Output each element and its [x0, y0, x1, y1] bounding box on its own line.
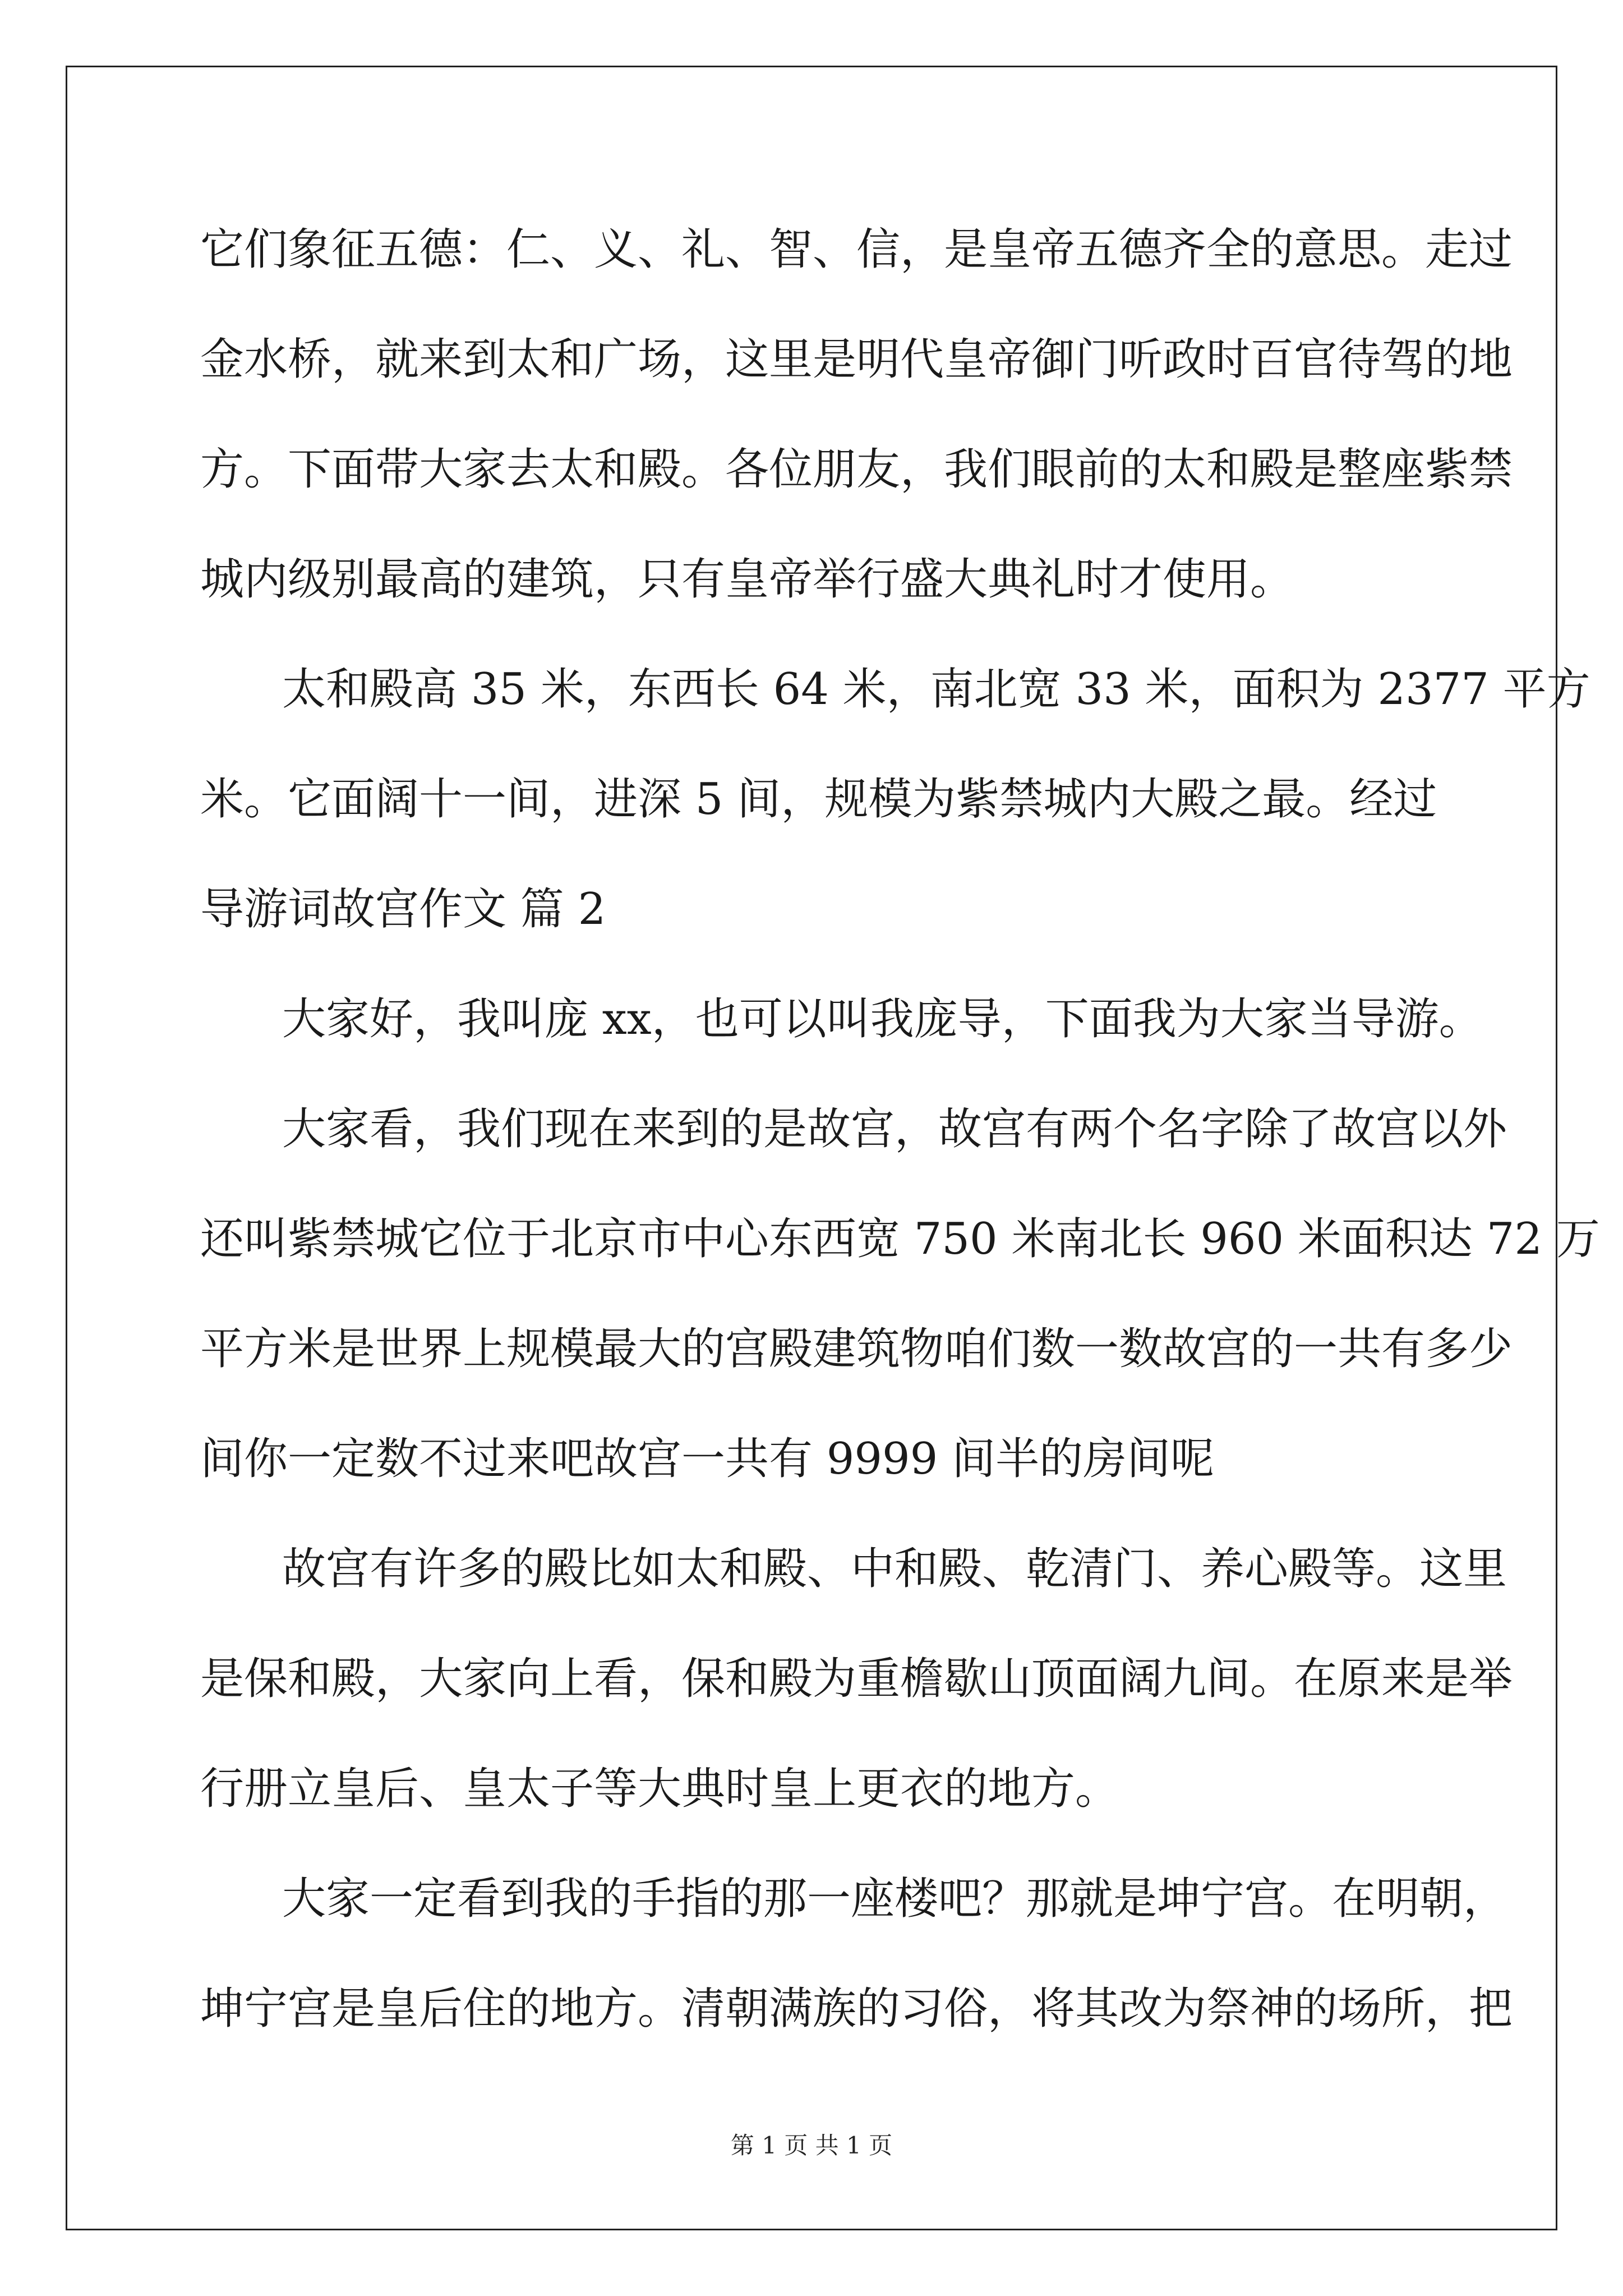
text-line: 大家一定看到我的手指的那一座楼吧？那就是坤宁宫。在明朝， — [282, 1874, 1507, 1924]
text-line: 大家看，我们现在来到的是故宫，故宫有两个名字除了故宫以外 — [282, 1104, 1507, 1154]
text-line: 金水桥，就来到太和广场，这里是明代皇帝御门听政时百官待驾的地 — [200, 334, 1513, 385]
text-line: 方。下面带大家去太和殿。各位朋友，我们眼前的太和殿是整座紫禁 — [200, 444, 1513, 495]
text-line: 坤宁宫是皇后住的地方。清朝满族的习俗，将其改为祭神的场所，把 — [200, 1984, 1513, 2034]
text-line: 行册立皇后、皇太子等大典时皇上更衣的地方。 — [200, 1764, 1119, 1814]
text-line: 城内级别最高的建筑，只有皇帝举行盛大典礼时才使用。 — [200, 554, 1294, 605]
text-line: 它们象征五德：仁、义、礼、智、信，是皇帝五德齐全的意思。走过 — [200, 224, 1513, 275]
text-line: 还叫紫禁城它位于北京市中心东西宽 750 米南北长 960 米面积达 72 万 — [200, 1214, 1600, 1264]
text-line: 是保和殿，大家向上看，保和殿为重檐歇山顶面阔九间。在原来是举 — [200, 1654, 1513, 1704]
text-line: 米。它面阔十一间，进深 5 间，规模为紫禁城内大殿之最。经过 — [200, 774, 1437, 825]
page-footer: 第 1 页 共 1 页 — [730, 2132, 893, 2159]
text-line: 太和殿高 35 米，东西长 64 米，南北宽 33 米，面积为 2377 平方 — [282, 664, 1590, 715]
text-line: 故宫有许多的殿比如太和殿、中和殿、乾清门、养心殿等。这里 — [282, 1544, 1507, 1594]
section-heading: 导游词故宫作文 篇 2 — [200, 884, 606, 935]
text-line: 间你一定数不过来吧故宫一共有 9999 间半的房间呢 — [200, 1434, 1215, 1484]
text-line: 大家好，我叫庞 xx，也可以叫我庞导，下面我为大家当导游。 — [282, 994, 1483, 1045]
document-body — [200, 208, 1600, 2077]
text-line: 平方米是世界上规模最大的宫殿建筑物咱们数一数故宫的一共有多少 — [200, 1324, 1513, 1374]
